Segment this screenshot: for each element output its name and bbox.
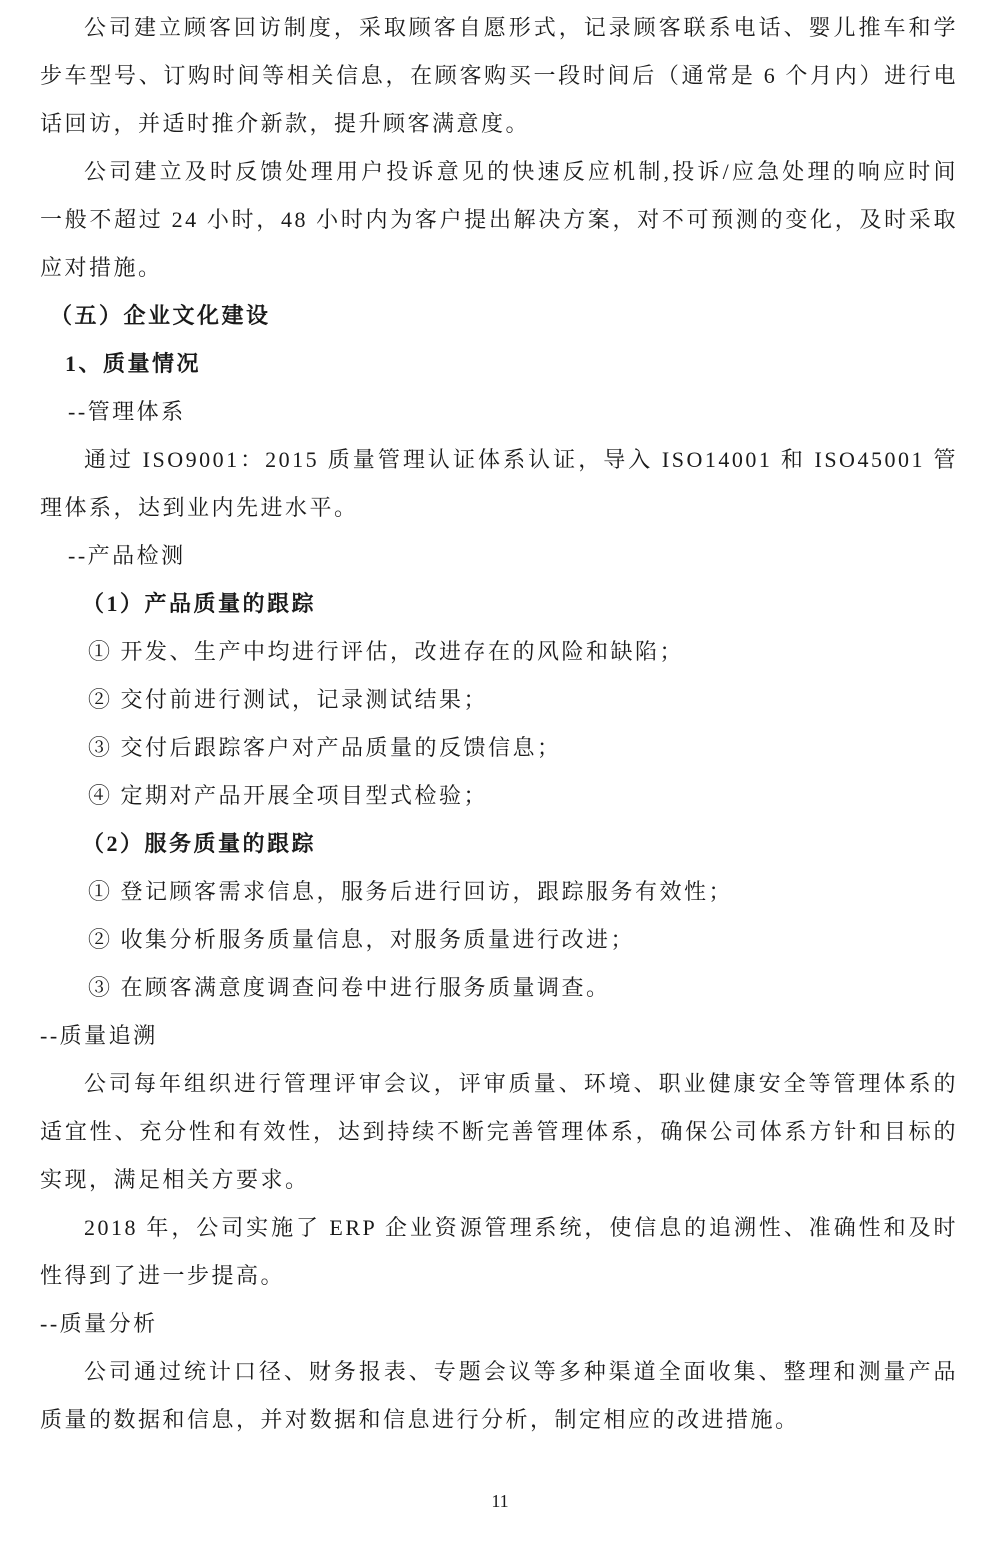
sub-heading: 1、质量情况 — [65, 351, 202, 376]
list-item: ① 登记顾客需求信息，服务后进行回访，跟踪服务有效性； — [88, 879, 734, 904]
dash-heading: --质量追溯 — [40, 1023, 158, 1048]
body-paragraph: 公司通过统计口径、财务报表、专题会议等多种渠道全面收集、整理和测量产品质量的数据和信息，并对数据和信息进行分析，制定相应的改进措施。 — [40, 1359, 958, 1432]
list-item: ② 收集分析服务质量信息，对服务质量进行改进； — [88, 927, 636, 952]
section-heading: （五）企业文化建设 — [50, 303, 271, 328]
body-paragraph: 通过 ISO9001：2015 质量管理认证体系认证，导入 ISO14001 和 ISO45001 管理体系，达到业内先进水平。 — [40, 447, 958, 520]
body-paragraph: 公司建立及时反馈处理用户投诉意见的快速反应机制,投诉/应急处理的响应时间一般不超过 24 小时，48 小时内为客户提出解决方案，对不可预测的变化，及时采取应对措施。 — [40, 159, 958, 280]
body-paragraph: 公司建立顾客回访制度，采取顾客自愿形式，记录顾客联系电话、婴儿推车和学步车型号、订购时间等相关信息，在顾客购买一段时间后（通常是 6 个月内）进行电话回访，并适时推介新款，提升顾客满意度。 — [40, 15, 958, 136]
list-item: ③ 交付后跟踪客户对产品质量的反馈信息； — [88, 735, 562, 760]
page-number: 11 — [491, 1491, 509, 1511]
dash-heading: --质量分析 — [40, 1311, 158, 1336]
dash-heading: --产品检测 — [68, 543, 186, 568]
numbered-heading: （2）服务质量的跟踪 — [82, 831, 317, 856]
list-item: ② 交付前进行测试，记录测试结果； — [88, 687, 489, 712]
numbered-heading: （1）产品质量的跟踪 — [82, 591, 317, 616]
dash-heading: --管理体系 — [68, 399, 186, 424]
body-paragraph: 2018 年，公司实施了 ERP 企业资源管理系统，使信息的追溯性、准确性和及时性得到了进一步提高。 — [40, 1215, 958, 1288]
list-item: ① 开发、生产中均进行评估，改进存在的风险和缺陷； — [88, 639, 685, 664]
list-item: ④ 定期对产品开展全项目型式检验； — [88, 783, 489, 808]
body-paragraph: 公司每年组织进行管理评审会议，评审质量、环境、职业健康安全等管理体系的适宜性、充分性和有效性，达到持续不断完善管理体系，确保公司体系方针和目标的实现，满足相关方要求。 — [40, 1071, 958, 1192]
list-item: ③ 在顾客满意度调查问卷中进行服务质量调查。 — [88, 975, 611, 1000]
